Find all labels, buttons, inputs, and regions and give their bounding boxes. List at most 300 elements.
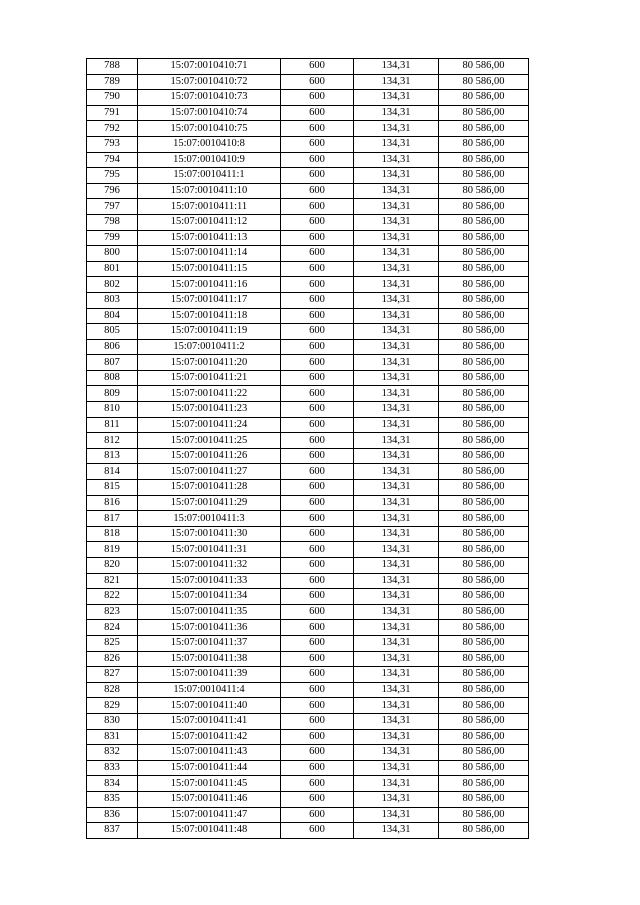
area-cell: 600 xyxy=(281,292,354,308)
total-value-cell: 80 586,00 xyxy=(439,760,529,776)
unit-price-cell: 134,31 xyxy=(354,511,439,527)
cadastral-number-cell: 15:07:0010411:33 xyxy=(138,573,281,589)
total-value-cell: 80 586,00 xyxy=(439,635,529,651)
unit-price-cell: 134,31 xyxy=(354,74,439,90)
total-value-cell: 80 586,00 xyxy=(439,495,529,511)
table-row xyxy=(87,386,529,402)
cadastral-number-cell: 15:07:0010411:25 xyxy=(138,433,281,449)
unit-price-cell: 134,31 xyxy=(354,651,439,667)
unit-price-cell: 134,31 xyxy=(354,589,439,605)
row-number-cell: 798 xyxy=(87,214,138,230)
unit-price-cell: 134,31 xyxy=(354,713,439,729)
unit-price-cell: 134,31 xyxy=(354,324,439,340)
unit-price-cell: 134,31 xyxy=(354,495,439,511)
area-cell: 600 xyxy=(281,791,354,807)
cadastral-number-cell: 15:07:0010411:19 xyxy=(138,324,281,340)
row-number-cell: 836 xyxy=(87,807,138,823)
area-cell: 600 xyxy=(281,760,354,776)
cadastral-number-cell: 15:07:0010411:28 xyxy=(138,480,281,496)
row-number-cell: 830 xyxy=(87,713,138,729)
total-value-cell: 80 586,00 xyxy=(439,121,529,137)
total-value-cell: 80 586,00 xyxy=(439,448,529,464)
table-row xyxy=(87,433,529,449)
table-row xyxy=(87,620,529,636)
cadastral-number-cell: 15:07:0010411:36 xyxy=(138,620,281,636)
cadastral-number-cell: 15:07:0010410:71 xyxy=(138,59,281,75)
total-value-cell: 80 586,00 xyxy=(439,277,529,293)
area-cell: 600 xyxy=(281,324,354,340)
table-row xyxy=(87,168,529,184)
unit-price-cell: 134,31 xyxy=(354,542,439,558)
unit-price-cell: 134,31 xyxy=(354,729,439,745)
unit-price-cell: 134,31 xyxy=(354,90,439,106)
total-value-cell: 80 586,00 xyxy=(439,480,529,496)
cadastral-number-cell: 15:07:0010411:17 xyxy=(138,292,281,308)
row-number-cell: 808 xyxy=(87,370,138,386)
total-value-cell: 80 586,00 xyxy=(439,152,529,168)
cadastral-number-cell: 15:07:0010411:2 xyxy=(138,339,281,355)
total-value-cell: 80 586,00 xyxy=(439,105,529,121)
unit-price-cell: 134,31 xyxy=(354,760,439,776)
area-cell: 600 xyxy=(281,417,354,433)
land-plots-table xyxy=(86,58,529,839)
area-cell: 600 xyxy=(281,823,354,839)
row-number-cell: 806 xyxy=(87,339,138,355)
unit-price-cell: 134,31 xyxy=(354,152,439,168)
cadastral-number-cell: 15:07:0010410:75 xyxy=(138,121,281,137)
area-cell: 600 xyxy=(281,448,354,464)
cadastral-number-cell: 15:07:0010411:39 xyxy=(138,667,281,683)
row-number-cell: 820 xyxy=(87,558,138,574)
unit-price-cell: 134,31 xyxy=(354,823,439,839)
row-number-cell: 812 xyxy=(87,433,138,449)
unit-price-cell: 134,31 xyxy=(354,277,439,293)
total-value-cell: 80 586,00 xyxy=(439,526,529,542)
table-body xyxy=(87,59,529,839)
total-value-cell: 80 586,00 xyxy=(439,355,529,371)
area-cell: 600 xyxy=(281,511,354,527)
area-cell: 600 xyxy=(281,807,354,823)
area-cell: 600 xyxy=(281,168,354,184)
unit-price-cell: 134,31 xyxy=(354,417,439,433)
row-number-cell: 831 xyxy=(87,729,138,745)
unit-price-cell: 134,31 xyxy=(354,667,439,683)
table-row xyxy=(87,417,529,433)
cadastral-number-cell: 15:07:0010411:3 xyxy=(138,511,281,527)
area-cell: 600 xyxy=(281,667,354,683)
table-row xyxy=(87,635,529,651)
cadastral-number-cell: 15:07:0010411:16 xyxy=(138,277,281,293)
area-cell: 600 xyxy=(281,542,354,558)
area-cell: 600 xyxy=(281,480,354,496)
total-value-cell: 80 586,00 xyxy=(439,90,529,106)
row-number-cell: 801 xyxy=(87,261,138,277)
unit-price-cell: 134,31 xyxy=(354,370,439,386)
unit-price-cell: 134,31 xyxy=(354,105,439,121)
unit-price-cell: 134,31 xyxy=(354,682,439,698)
row-number-cell: 809 xyxy=(87,386,138,402)
row-number-cell: 810 xyxy=(87,402,138,418)
cadastral-number-cell: 15:07:0010410:8 xyxy=(138,136,281,152)
area-cell: 600 xyxy=(281,370,354,386)
unit-price-cell: 134,31 xyxy=(354,433,439,449)
total-value-cell: 80 586,00 xyxy=(439,168,529,184)
table-row xyxy=(87,713,529,729)
area-cell: 600 xyxy=(281,433,354,449)
row-number-cell: 823 xyxy=(87,604,138,620)
cadastral-number-cell: 15:07:0010410:74 xyxy=(138,105,281,121)
area-cell: 600 xyxy=(281,745,354,761)
total-value-cell: 80 586,00 xyxy=(439,791,529,807)
table-row xyxy=(87,745,529,761)
area-cell: 600 xyxy=(281,261,354,277)
cadastral-number-cell: 15:07:0010411:11 xyxy=(138,199,281,215)
area-cell: 600 xyxy=(281,277,354,293)
area-cell: 600 xyxy=(281,402,354,418)
unit-price-cell: 134,31 xyxy=(354,246,439,262)
area-cell: 600 xyxy=(281,339,354,355)
row-number-cell: 835 xyxy=(87,791,138,807)
unit-price-cell: 134,31 xyxy=(354,807,439,823)
row-number-cell: 819 xyxy=(87,542,138,558)
table-row xyxy=(87,480,529,496)
cadastral-number-cell: 15:07:0010411:38 xyxy=(138,651,281,667)
total-value-cell: 80 586,00 xyxy=(439,183,529,199)
area-cell: 600 xyxy=(281,620,354,636)
unit-price-cell: 134,31 xyxy=(354,214,439,230)
cadastral-number-cell: 15:07:0010411:40 xyxy=(138,698,281,714)
area-cell: 600 xyxy=(281,776,354,792)
unit-price-cell: 134,31 xyxy=(354,230,439,246)
table-row xyxy=(87,760,529,776)
total-value-cell: 80 586,00 xyxy=(439,324,529,340)
unit-price-cell: 134,31 xyxy=(354,558,439,574)
total-value-cell: 80 586,00 xyxy=(439,464,529,480)
row-number-cell: 811 xyxy=(87,417,138,433)
row-number-cell: 804 xyxy=(87,308,138,324)
total-value-cell: 80 586,00 xyxy=(439,339,529,355)
table-row xyxy=(87,698,529,714)
unit-price-cell: 134,31 xyxy=(354,339,439,355)
area-cell: 600 xyxy=(281,698,354,714)
cadastral-number-cell: 15:07:0010410:9 xyxy=(138,152,281,168)
row-number-cell: 802 xyxy=(87,277,138,293)
cadastral-number-cell: 15:07:0010411:13 xyxy=(138,230,281,246)
row-number-cell: 796 xyxy=(87,183,138,199)
total-value-cell: 80 586,00 xyxy=(439,292,529,308)
unit-price-cell: 134,31 xyxy=(354,199,439,215)
total-value-cell: 80 586,00 xyxy=(439,620,529,636)
table-row xyxy=(87,246,529,262)
cadastral-number-cell: 15:07:0010411:46 xyxy=(138,791,281,807)
unit-price-cell: 134,31 xyxy=(354,355,439,371)
total-value-cell: 80 586,00 xyxy=(439,667,529,683)
table-row xyxy=(87,511,529,527)
cadastral-number-cell: 15:07:0010411:23 xyxy=(138,402,281,418)
unit-price-cell: 134,31 xyxy=(354,464,439,480)
row-number-cell: 834 xyxy=(87,776,138,792)
area-cell: 600 xyxy=(281,308,354,324)
cadastral-number-cell: 15:07:0010411:30 xyxy=(138,526,281,542)
unit-price-cell: 134,31 xyxy=(354,168,439,184)
table-row xyxy=(87,448,529,464)
total-value-cell: 80 586,00 xyxy=(439,745,529,761)
table-row xyxy=(87,59,529,75)
area-cell: 600 xyxy=(281,558,354,574)
cadastral-number-cell: 15:07:0010410:72 xyxy=(138,74,281,90)
table-row xyxy=(87,558,529,574)
row-number-cell: 794 xyxy=(87,152,138,168)
cadastral-number-cell: 15:07:0010411:1 xyxy=(138,168,281,184)
total-value-cell: 80 586,00 xyxy=(439,261,529,277)
row-number-cell: 826 xyxy=(87,651,138,667)
table-row xyxy=(87,230,529,246)
table-row xyxy=(87,90,529,106)
row-number-cell: 791 xyxy=(87,105,138,121)
total-value-cell: 80 586,00 xyxy=(439,59,529,75)
cadastral-number-cell: 15:07:0010411:34 xyxy=(138,589,281,605)
cadastral-number-cell: 15:07:0010411:44 xyxy=(138,760,281,776)
table-row xyxy=(87,199,529,215)
table-row xyxy=(87,324,529,340)
total-value-cell: 80 586,00 xyxy=(439,74,529,90)
row-number-cell: 837 xyxy=(87,823,138,839)
table-row xyxy=(87,370,529,386)
area-cell: 600 xyxy=(281,246,354,262)
table-row xyxy=(87,667,529,683)
area-cell: 600 xyxy=(281,713,354,729)
total-value-cell: 80 586,00 xyxy=(439,729,529,745)
unit-price-cell: 134,31 xyxy=(354,183,439,199)
cadastral-number-cell: 15:07:0010411:32 xyxy=(138,558,281,574)
total-value-cell: 80 586,00 xyxy=(439,698,529,714)
area-cell: 600 xyxy=(281,183,354,199)
row-number-cell: 816 xyxy=(87,495,138,511)
unit-price-cell: 134,31 xyxy=(354,791,439,807)
unit-price-cell: 134,31 xyxy=(354,308,439,324)
total-value-cell: 80 586,00 xyxy=(439,823,529,839)
table-row xyxy=(87,682,529,698)
total-value-cell: 80 586,00 xyxy=(439,511,529,527)
row-number-cell: 807 xyxy=(87,355,138,371)
unit-price-cell: 134,31 xyxy=(354,635,439,651)
cadastral-number-cell: 15:07:0010411:22 xyxy=(138,386,281,402)
row-number-cell: 792 xyxy=(87,121,138,137)
row-number-cell: 824 xyxy=(87,620,138,636)
unit-price-cell: 134,31 xyxy=(354,292,439,308)
unit-price-cell: 134,31 xyxy=(354,402,439,418)
area-cell: 600 xyxy=(281,495,354,511)
unit-price-cell: 134,31 xyxy=(354,59,439,75)
table-row xyxy=(87,152,529,168)
area-cell: 600 xyxy=(281,526,354,542)
unit-price-cell: 134,31 xyxy=(354,121,439,137)
area-cell: 600 xyxy=(281,105,354,121)
cadastral-number-cell: 15:07:0010411:43 xyxy=(138,745,281,761)
row-number-cell: 818 xyxy=(87,526,138,542)
area-cell: 600 xyxy=(281,589,354,605)
area-cell: 600 xyxy=(281,152,354,168)
row-number-cell: 800 xyxy=(87,246,138,262)
row-number-cell: 793 xyxy=(87,136,138,152)
cadastral-number-cell: 15:07:0010411:14 xyxy=(138,246,281,262)
cadastral-number-cell: 15:07:0010411:29 xyxy=(138,495,281,511)
area-cell: 600 xyxy=(281,573,354,589)
table-row xyxy=(87,136,529,152)
total-value-cell: 80 586,00 xyxy=(439,230,529,246)
table-row xyxy=(87,277,529,293)
row-number-cell: 789 xyxy=(87,74,138,90)
area-cell: 600 xyxy=(281,464,354,480)
area-cell: 600 xyxy=(281,604,354,620)
area-cell: 600 xyxy=(281,635,354,651)
unit-price-cell: 134,31 xyxy=(354,261,439,277)
total-value-cell: 80 586,00 xyxy=(439,214,529,230)
cadastral-number-cell: 15:07:0010411:27 xyxy=(138,464,281,480)
cadastral-number-cell: 15:07:0010410:73 xyxy=(138,90,281,106)
row-number-cell: 805 xyxy=(87,324,138,340)
total-value-cell: 80 586,00 xyxy=(439,713,529,729)
area-cell: 600 xyxy=(281,214,354,230)
cadastral-number-cell: 15:07:0010411:45 xyxy=(138,776,281,792)
total-value-cell: 80 586,00 xyxy=(439,136,529,152)
cadastral-number-cell: 15:07:0010411:10 xyxy=(138,183,281,199)
total-value-cell: 80 586,00 xyxy=(439,807,529,823)
area-cell: 600 xyxy=(281,682,354,698)
area-cell: 600 xyxy=(281,230,354,246)
total-value-cell: 80 586,00 xyxy=(439,417,529,433)
table-row xyxy=(87,776,529,792)
cadastral-number-cell: 15:07:0010411:24 xyxy=(138,417,281,433)
area-cell: 600 xyxy=(281,90,354,106)
table-row xyxy=(87,823,529,839)
table-row xyxy=(87,464,529,480)
row-number-cell: 833 xyxy=(87,760,138,776)
total-value-cell: 80 586,00 xyxy=(439,433,529,449)
row-number-cell: 829 xyxy=(87,698,138,714)
cadastral-number-cell: 15:07:0010411:42 xyxy=(138,729,281,745)
table-row xyxy=(87,339,529,355)
cadastral-number-cell: 15:07:0010411:47 xyxy=(138,807,281,823)
table-row xyxy=(87,292,529,308)
cadastral-number-cell: 15:07:0010411:4 xyxy=(138,682,281,698)
total-value-cell: 80 586,00 xyxy=(439,308,529,324)
table-row xyxy=(87,604,529,620)
total-value-cell: 80 586,00 xyxy=(439,370,529,386)
table-row xyxy=(87,402,529,418)
row-number-cell: 832 xyxy=(87,745,138,761)
row-number-cell: 803 xyxy=(87,292,138,308)
total-value-cell: 80 586,00 xyxy=(439,776,529,792)
unit-price-cell: 134,31 xyxy=(354,698,439,714)
table-row xyxy=(87,495,529,511)
table-row xyxy=(87,542,529,558)
row-number-cell: 821 xyxy=(87,573,138,589)
row-number-cell: 797 xyxy=(87,199,138,215)
table-row xyxy=(87,74,529,90)
row-number-cell: 790 xyxy=(87,90,138,106)
area-cell: 600 xyxy=(281,199,354,215)
table-row xyxy=(87,526,529,542)
cadastral-number-cell: 15:07:0010411:15 xyxy=(138,261,281,277)
cadastral-number-cell: 15:07:0010411:37 xyxy=(138,635,281,651)
cadastral-number-cell: 15:07:0010411:48 xyxy=(138,823,281,839)
area-cell: 600 xyxy=(281,729,354,745)
cadastral-number-cell: 15:07:0010411:21 xyxy=(138,370,281,386)
unit-price-cell: 134,31 xyxy=(354,480,439,496)
cadastral-number-cell: 15:07:0010411:35 xyxy=(138,604,281,620)
table-row xyxy=(87,791,529,807)
unit-price-cell: 134,31 xyxy=(354,526,439,542)
row-number-cell: 795 xyxy=(87,168,138,184)
total-value-cell: 80 586,00 xyxy=(439,589,529,605)
table-row xyxy=(87,214,529,230)
unit-price-cell: 134,31 xyxy=(354,573,439,589)
row-number-cell: 828 xyxy=(87,682,138,698)
cadastral-number-cell: 15:07:0010411:20 xyxy=(138,355,281,371)
total-value-cell: 80 586,00 xyxy=(439,573,529,589)
table-row xyxy=(87,651,529,667)
area-cell: 600 xyxy=(281,74,354,90)
total-value-cell: 80 586,00 xyxy=(439,542,529,558)
area-cell: 600 xyxy=(281,136,354,152)
cadastral-number-cell: 15:07:0010411:12 xyxy=(138,214,281,230)
area-cell: 600 xyxy=(281,59,354,75)
unit-price-cell: 134,31 xyxy=(354,620,439,636)
table-row xyxy=(87,589,529,605)
table-row xyxy=(87,261,529,277)
total-value-cell: 80 586,00 xyxy=(439,651,529,667)
row-number-cell: 825 xyxy=(87,635,138,651)
unit-price-cell: 134,31 xyxy=(354,448,439,464)
cadastral-number-cell: 15:07:0010411:18 xyxy=(138,308,281,324)
row-number-cell: 815 xyxy=(87,480,138,496)
row-number-cell: 814 xyxy=(87,464,138,480)
unit-price-cell: 134,31 xyxy=(354,745,439,761)
row-number-cell: 788 xyxy=(87,59,138,75)
total-value-cell: 80 586,00 xyxy=(439,682,529,698)
area-cell: 600 xyxy=(281,651,354,667)
unit-price-cell: 134,31 xyxy=(354,136,439,152)
cadastral-number-cell: 15:07:0010411:31 xyxy=(138,542,281,558)
row-number-cell: 813 xyxy=(87,448,138,464)
row-number-cell: 822 xyxy=(87,589,138,605)
total-value-cell: 80 586,00 xyxy=(439,246,529,262)
table-row xyxy=(87,573,529,589)
area-cell: 600 xyxy=(281,355,354,371)
area-cell: 600 xyxy=(281,386,354,402)
area-cell: 600 xyxy=(281,121,354,137)
row-number-cell: 799 xyxy=(87,230,138,246)
total-value-cell: 80 586,00 xyxy=(439,199,529,215)
table-row xyxy=(87,308,529,324)
total-value-cell: 80 586,00 xyxy=(439,386,529,402)
cadastral-number-cell: 15:07:0010411:41 xyxy=(138,713,281,729)
table-row xyxy=(87,121,529,137)
row-number-cell: 817 xyxy=(87,511,138,527)
row-number-cell: 827 xyxy=(87,667,138,683)
table-row xyxy=(87,105,529,121)
table-row xyxy=(87,355,529,371)
table-row xyxy=(87,807,529,823)
total-value-cell: 80 586,00 xyxy=(439,402,529,418)
unit-price-cell: 134,31 xyxy=(354,386,439,402)
unit-price-cell: 134,31 xyxy=(354,776,439,792)
table-row xyxy=(87,183,529,199)
total-value-cell: 80 586,00 xyxy=(439,558,529,574)
total-value-cell: 80 586,00 xyxy=(439,604,529,620)
table-row xyxy=(87,729,529,745)
